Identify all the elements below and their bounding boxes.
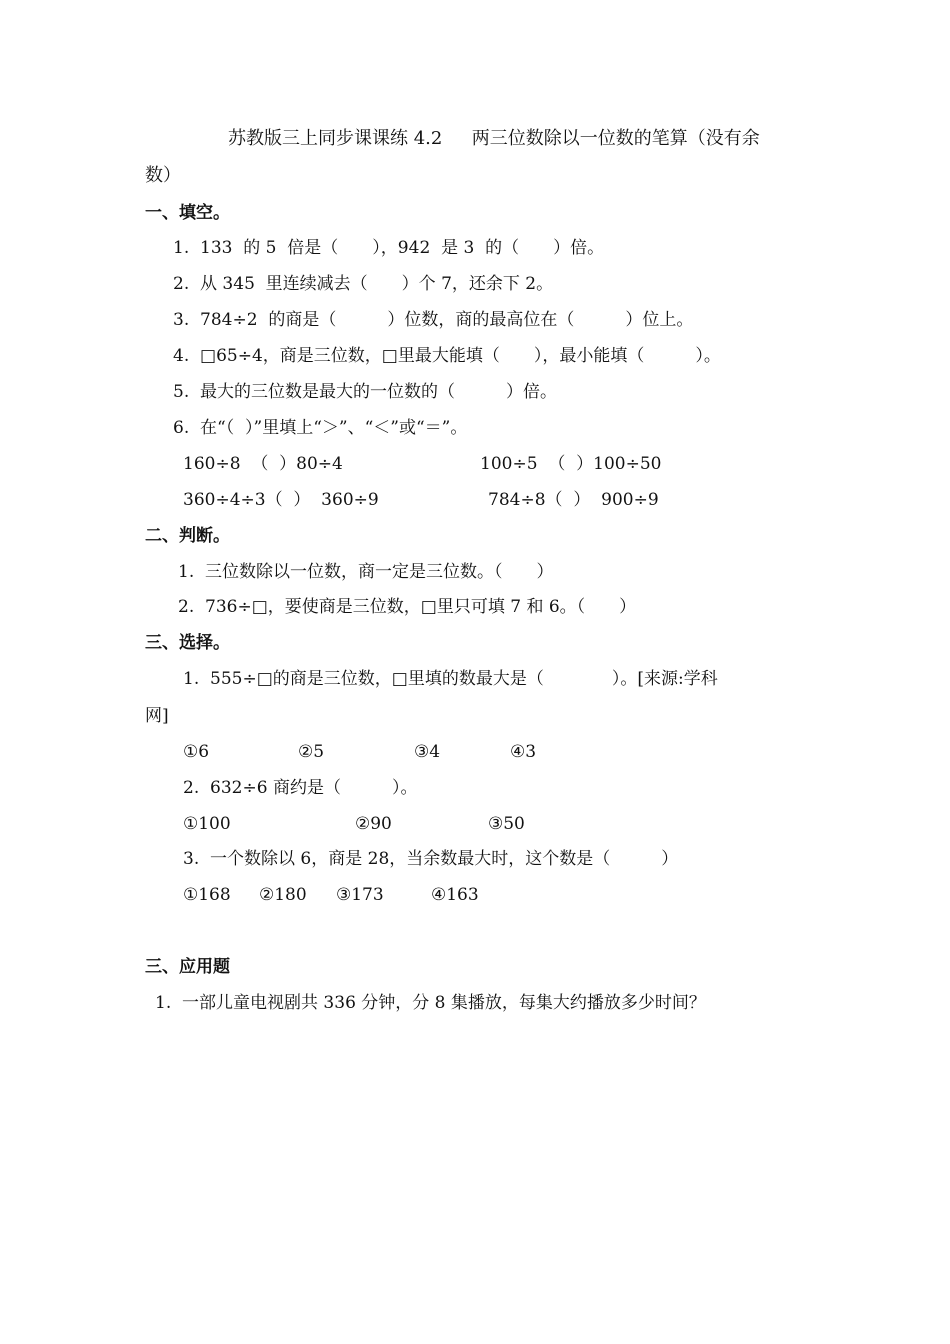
choice-2-option-1: ①100 [183,814,231,834]
compare-item-1: 160÷8 （ ）80÷4 [183,454,343,474]
section-application-heading: 三、应用题 [145,957,230,977]
choice-1-option-2: ②5 [298,742,325,762]
judge-question-2: 2. 736÷□，要使商是三位数，□里只可填 7 和 6。（ ） [178,597,637,617]
choice-3-option-3: ③173 [336,885,384,905]
choice-2-option-2: ②90 [355,814,392,834]
fill-question-4: 4. □65÷4，商是三位数，□里最大能填（ ），最小能填（ ）。 [173,346,721,366]
choice-2-option-3: ③50 [488,814,525,834]
section-choice-heading: 三、选择。 [145,633,230,653]
application-question-1: 1. 一部儿童电视剧共 336 分钟，分 8 集播放，每集大约播放多少时间？ [155,993,706,1013]
choice-question-1-line-2: 网] [145,706,169,726]
fill-question-3: 3. 784÷2 的商是（ ）位数，商的最高位在（ ）位上。 [173,310,694,330]
choice-3-option-1: ①168 [183,885,231,905]
compare-item-4: 784÷8（ ） 900÷9 [488,490,659,510]
section-fill-blank-heading: 一、填空。 [145,203,230,223]
fill-question-5: 5. 最大的三位数是最大的一位数的（ ）倍。 [173,382,558,402]
fill-question-2: 2. 从 345 里连续减去（ ）个 7，还余下 2。 [173,274,554,294]
choice-1-option-3: ③4 [414,742,441,762]
judge-question-1: 1. 三位数除以一位数，商一定是三位数。（ ） [178,562,554,582]
compare-item-3: 360÷4÷3（ ） 360÷9 [183,490,379,510]
choice-1-option-1: ①6 [183,742,210,762]
fill-question-6: 6. 在“（ ）”里填上“＞”、“＜”或“＝”。 [173,418,468,438]
choice-3-option-4: ④163 [431,885,479,905]
compare-item-2: 100÷5 （ ）100÷50 [480,454,662,474]
choice-question-3: 3. 一个数除以 6，商是 28，当余数最大时，这个数是（ ） [183,849,679,869]
title-line-1: 苏教版三上同步课课练 4.2 两三位数除以一位数的笔算（没有余 [228,128,760,149]
title-line-2: 数） [145,165,181,186]
choice-question-2: 2. 632÷6 商约是（ ）。 [183,778,418,798]
choice-question-1-line-1: 1. 555÷□的商是三位数，□里填的数最大是（ ）。[来源:学科 [183,669,718,689]
choice-1-option-4: ④3 [510,742,537,762]
fill-question-1: 1. 133 的 5 倍是（ ），942 是 3 的（ ）倍。 [173,238,605,258]
section-judge-heading: 二、判断。 [145,526,230,546]
choice-3-option-2: ②180 [259,885,307,905]
